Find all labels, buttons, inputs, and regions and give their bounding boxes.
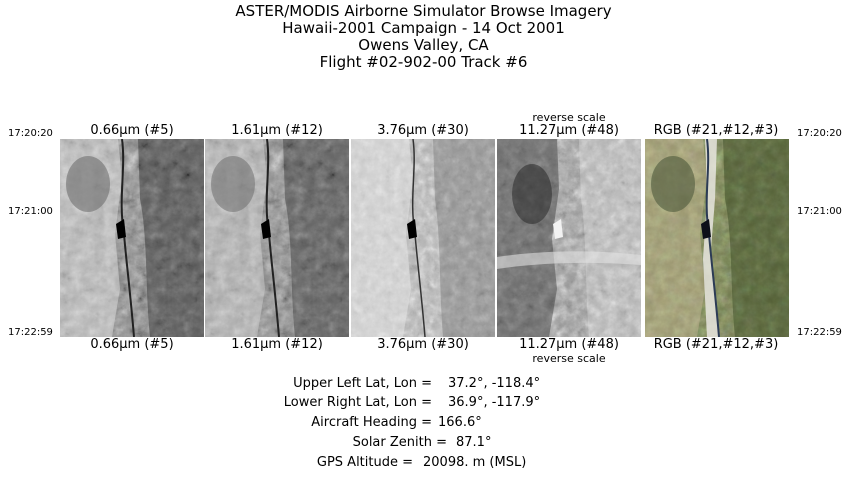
heading-label: Aircraft Heading = xyxy=(311,415,432,430)
reverse-scale-note-bottom: reverse scale xyxy=(532,352,606,365)
panel-3-top-label: 3.76μm (#30) xyxy=(377,123,469,138)
time-start-right: 17:20:20 xyxy=(797,128,842,139)
altitude-label: GPS Altitude = xyxy=(316,455,413,470)
lower-right-label: Lower Right Lat, Lon = xyxy=(283,395,432,410)
lower-right-value: 36.9°, -117.9° xyxy=(448,395,541,410)
panel-band-5-image xyxy=(60,139,204,337)
reverse-scale-note-top: reverse scale xyxy=(532,111,606,124)
panel-4-top-label: 11.27μm (#48) xyxy=(519,123,619,138)
time-start-left: 17:20:20 xyxy=(8,128,53,139)
title-line-3: Owens Valley, CA xyxy=(358,36,489,54)
title-line-1: ASTER/MODIS Airborne Simulator Browse Imagery xyxy=(235,2,612,20)
title-line-4: Flight #02-902-00 Track #6 xyxy=(319,53,528,71)
panel-1-bottom-label: 0.66μm (#5) xyxy=(90,337,174,352)
heading-value: 166.6° xyxy=(438,415,482,430)
panel-4-bottom-label: 11.27μm (#48) xyxy=(519,337,619,352)
title-line-2: Hawaii-2001 Campaign - 14 Oct 2001 xyxy=(282,19,565,37)
upper-left-label: Upper Left Lat, Lon = xyxy=(293,376,432,391)
time-mid-right: 17:21:00 xyxy=(797,206,842,217)
panel-3-bottom-label: 3.76μm (#30) xyxy=(377,337,469,352)
zenith-label: Solar Zenith = xyxy=(352,435,447,450)
panel-5-bottom-label: RGB (#21,#12,#3) xyxy=(653,337,779,352)
panel-1-top-label: 0.66μm (#5) xyxy=(90,123,174,138)
time-end-left: 17:22:59 xyxy=(8,327,53,338)
upper-left-value: 37.2°, -118.4° xyxy=(448,376,541,391)
panel-band-30-image xyxy=(351,139,495,337)
panel-2-top-label: 1.61μm (#12) xyxy=(231,123,323,138)
panel-5-top-label: RGB (#21,#12,#3) xyxy=(653,123,779,138)
altitude-value: 20098. m (MSL) xyxy=(423,455,527,470)
panel-band-12-image xyxy=(205,139,349,337)
zenith-value: 87.1° xyxy=(456,435,492,450)
time-end-right: 17:22:59 xyxy=(797,327,842,338)
panel-2-bottom-label: 1.61μm (#12) xyxy=(231,337,323,352)
panel-rgb-image xyxy=(645,139,789,337)
panel-band-48-image xyxy=(497,139,641,337)
time-mid-left: 17:21:00 xyxy=(8,206,53,217)
